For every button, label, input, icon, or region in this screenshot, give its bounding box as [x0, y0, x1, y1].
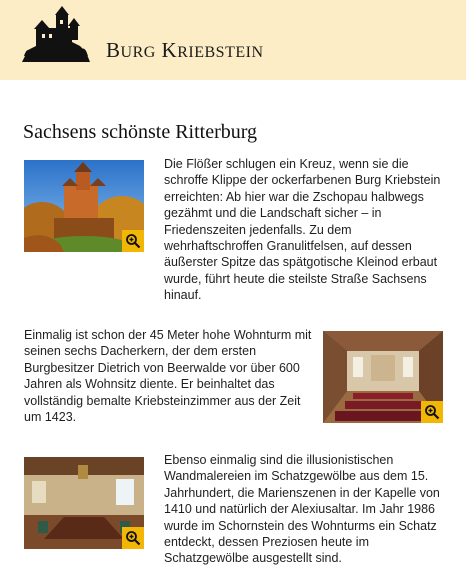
knights-hall-thumbnail[interactable] [323, 331, 443, 423]
brand-rest-urg: URG [120, 44, 156, 61]
zoom-button[interactable] [421, 401, 443, 423]
magnifier-plus-icon [125, 233, 141, 249]
zoom-button[interactable] [122, 230, 144, 252]
section-text-frescoes: Ebenso einmalig sind die illusionistischen Wandmalereien im Schatzgewölbe aus dem 15. Jahrhundert, die Marienszenen in der Kapelle von 1410 und natürlich der Alexiusaltar. Im Jahr 1986 wurde im Schornstein des Wohnturms ein Schatz entdeckt, dessen Preziosen heute im Schatzgewölbe ausgestellt sind. [164, 453, 440, 566]
castle-silhouette-icon[interactable] [22, 6, 90, 62]
banquet-room-thumbnail[interactable] [24, 457, 144, 549]
magnifier-plus-icon [424, 404, 440, 420]
site-header [0, 0, 466, 80]
zoom-button[interactable] [122, 527, 144, 549]
brand-initial-k: K [161, 38, 178, 62]
brand-initial-b: B [106, 38, 121, 62]
page-title: Sachsens schönste Ritterburg [23, 121, 258, 143]
brand-rest-riebstein: RIEBSTEIN [177, 44, 264, 61]
section-text-castle: Die Flößer schlugen ein Kreuz, wenn sie die schroffe Klippe der ockerfarbenen Burg Kriebstein erreichten: Ab hier war die Zschopau halbwegs gezähmt und die Landschaft sicher – in Friedenszeiten jedenfalls. Zu dem wehrhaftschroffen Granulitfelsen, auf dessen äußerster Spitze das spätgotische Kleinod erbaut wurde, führt heute die steilste Straße Sachsens hinauf. [164, 157, 441, 303]
section-text-tower: Einmalig ist schon der 45 Meter hohe Wohnturm mit seinen sechs Dacherkern, der dem ersten Burgbesitzer Dietrich von Beerwalde vor über 600 Jahren als Wohnsitz diente. Er beinhaltet das vollständig bemalte Kriebsteinzimmer aus der Zeit um 1423. [24, 328, 312, 425]
magnifier-plus-icon [125, 530, 141, 546]
brand-wordmark[interactable] [106, 38, 264, 63]
castle-exterior-thumbnail[interactable] [24, 160, 144, 252]
